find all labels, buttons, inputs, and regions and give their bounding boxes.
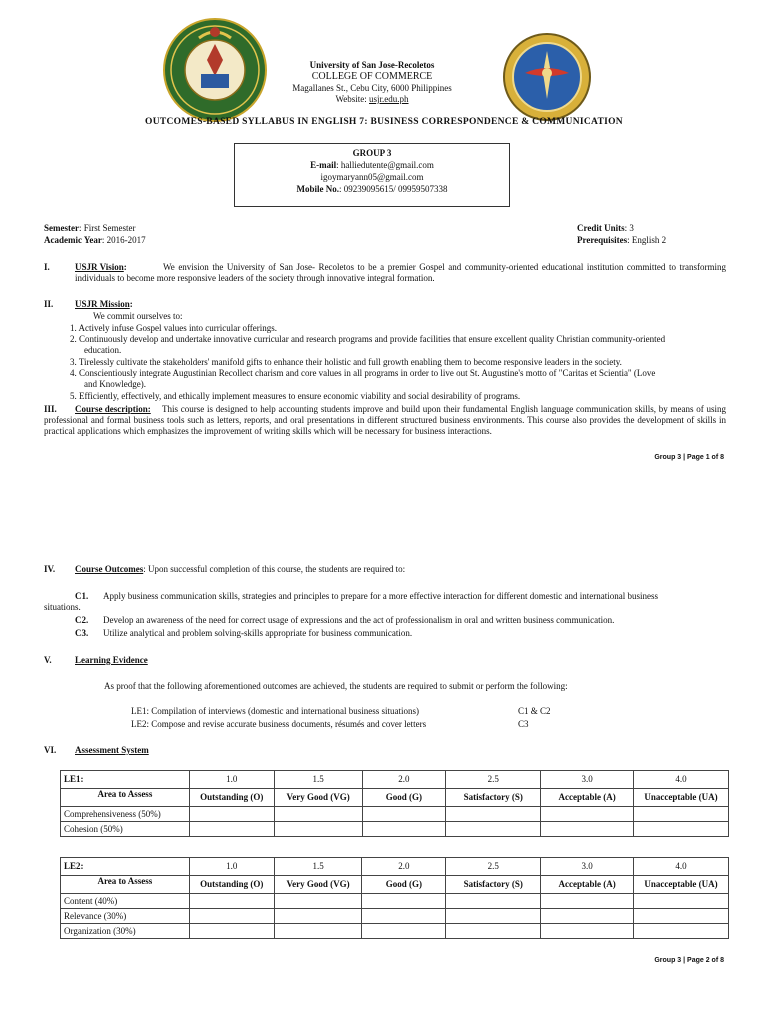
table-row <box>61 909 729 924</box>
mission-item-4: 4. Conscientiously integrate Augustinian Recollect charism and core values in all programs in order to live out St. Augustine's motto of "Caritas et Scientia" (Love <box>70 368 656 378</box>
credit-units-label: Credit Units <box>577 223 625 233</box>
area-cell: Comprehensiveness (50%) <box>61 807 190 822</box>
vision-text: We envision the University of San Jose- Recoletos to be a premier Gospel and community-oriented educational institution committed to transforming individuals to become more responsive leaders of the society through innovative integral formation. <box>75 262 726 283</box>
mission-item-3: 3. Tirelessly cultivate the stakeholders' manifold gifts to enhance their holistic and full growth enabling them to become responsive leaders in the society. <box>70 357 622 367</box>
grade-cell: 2.5 <box>446 771 541 789</box>
mission-heading: USJR Mission: <box>75 299 133 309</box>
table-row <box>61 822 729 837</box>
evidence-item-1-ref: C1 & C2 <box>518 706 551 716</box>
evidence-item-2-ref: C3 <box>518 719 529 729</box>
university-name: University of San Jose-Recoletos <box>309 60 435 70</box>
table-row <box>61 858 729 876</box>
outcome-c3-text: Utilize analytical and problem solving-skills appropriate for business communication. <box>103 628 413 638</box>
rating-header: Good (G) <box>362 876 446 894</box>
area-to-assess-header: Area to Assess <box>61 876 190 894</box>
mission-number: II. <box>44 299 54 309</box>
grade-cell: 4.0 <box>634 858 729 876</box>
evidence-item-1: LE1: Compilation of interviews (domestic and international business situations) <box>131 706 419 716</box>
outcomes-heading: Course Outcomes <box>75 564 144 574</box>
prerequisites-line <box>577 235 666 246</box>
area-cell: Organization (30%) <box>61 924 190 939</box>
grade-cell: 1.5 <box>274 771 362 789</box>
outcome-c1-code: C1. <box>75 591 89 601</box>
le2-label: LE2: <box>61 858 190 876</box>
credit-units-line <box>577 223 634 234</box>
assessment-number: VI. <box>44 745 57 755</box>
vision-heading: USJR Vision: <box>75 262 127 272</box>
syllabus-title: OUTCOMES-BASED SYLLABUS IN ENGLISH 7: BUSINESS CORRESPONDENCE & COMMUNICATION <box>145 117 623 127</box>
description-heading: Course description: <box>75 404 151 414</box>
table-row <box>61 771 729 789</box>
group-contact-box <box>234 143 510 207</box>
grade-cell: 1.0 <box>189 858 274 876</box>
rating-header: Outstanding (O) <box>189 876 274 894</box>
description-text: This course is designed to help accounting students improve and build upon their fundamental English language communication skills, by means of using professional and formal business tools such as letters, reports, and oral presentations in different structured business environments. This course also provides the development of skills in practical applications which emphasizes the improvement of writing skills which will be necessary for business interactions. <box>44 404 726 436</box>
mission-item-2: 2. Continuously develop and undertake innovative curricular and research programs and provide facilities that ensure excellent quality Christian community-oriented <box>70 334 666 344</box>
outcome-c1-cont: situations. <box>44 602 81 612</box>
grade-cell: 2.0 <box>362 858 446 876</box>
area-to-assess-header: Area to Assess <box>61 789 190 807</box>
page-footer-1: Group 3 | Page 1 of 8 <box>654 454 724 461</box>
evidence-item-2: LE2: Compose and revise accurate business documents, résumés and cover letters <box>131 719 427 729</box>
mission-intro: We commit ourselves to: <box>93 311 183 321</box>
mission-item-5: 5. Efficiently, effectively, and ethically implement measures to ensure economic viability and social desirability of programs. <box>70 391 521 401</box>
area-cell: Cohesion (50%) <box>61 822 190 837</box>
website-line <box>234 94 510 105</box>
vision-number: I. <box>44 262 50 272</box>
academic-year-line <box>44 235 146 246</box>
evidence-intro: As proof that the following aforementioned outcomes are achieved, the students are required to submit or perform the following: <box>104 681 568 691</box>
email-1: : halliedutente@gmail.com <box>336 160 434 170</box>
evidence-number: V. <box>44 655 52 665</box>
website-label: Website: <box>335 94 370 104</box>
le2-rubric-table <box>60 857 729 939</box>
outcomes-number: IV. <box>44 564 56 574</box>
rating-header: Very Good (VG) <box>274 876 362 894</box>
academic-year-label: Academic Year <box>44 235 102 245</box>
table-row <box>61 789 729 807</box>
outcome-c3-code: C3. <box>75 628 89 638</box>
college-name: COLLEGE OF COMMERCE <box>311 71 433 82</box>
area-cell: Content (40%) <box>61 894 190 909</box>
email-2: igoymaryann05@gmail.com <box>320 172 424 182</box>
description-number: III. <box>44 404 57 414</box>
mission-item-4-cont: and Knowledge). <box>84 379 146 389</box>
table-row <box>61 807 729 822</box>
prerequisites-value: : English 2 <box>627 235 667 245</box>
semester-value: : First Semester <box>78 223 136 233</box>
semester-label: Semester <box>44 223 79 233</box>
rating-header: Good (G) <box>362 789 446 807</box>
grade-cell: 2.0 <box>362 771 446 789</box>
mission-item-1: 1. Actively infuse Gospel values into curricular offerings. <box>70 323 278 333</box>
table-row <box>61 924 729 939</box>
grade-cell: 3.0 <box>541 858 634 876</box>
rating-header: Unacceptable (UA) <box>634 876 729 894</box>
address: Magallanes St., Cebu City, 6000 Philippines <box>292 83 452 93</box>
group-name: GROUP 3 <box>352 148 392 158</box>
grade-cell: 1.0 <box>189 771 274 789</box>
mobile-number: : 09239095615/ 09959507338 <box>338 184 448 194</box>
table-row <box>61 894 729 909</box>
rating-header: Satisfactory (S) <box>446 789 541 807</box>
college-of-commerce-seal-logo <box>503 33 591 121</box>
table-row <box>61 876 729 894</box>
rating-header: Unacceptable (UA) <box>634 789 729 807</box>
rating-header: Acceptable (A) <box>541 789 634 807</box>
evidence-heading: Learning Evidence <box>75 655 148 665</box>
grade-cell: 1.5 <box>274 858 362 876</box>
le1-rubric-table <box>60 770 729 837</box>
page-footer-2: Group 3 | Page 2 of 8 <box>654 957 724 964</box>
outcomes-intro: : Upon successful completion of this course, the students are required to: <box>143 564 406 574</box>
le1-label: LE1: <box>61 771 190 789</box>
credit-units-value: : 3 <box>624 223 634 233</box>
email-line <box>235 159 509 171</box>
outcome-c2-text: Develop an awareness of the need for correct usage of expressions and the act of professionalism in oral and written business communication. <box>103 615 615 625</box>
mobile-label: Mobile No. <box>296 184 339 194</box>
rating-header: Very Good (VG) <box>274 789 362 807</box>
mobile-line <box>235 183 509 195</box>
area-cell: Relevance (30%) <box>61 909 190 924</box>
grade-cell: 4.0 <box>634 771 729 789</box>
mission-item-2-cont: education. <box>84 345 122 355</box>
rating-header: Satisfactory (S) <box>446 876 541 894</box>
rating-header: Acceptable (A) <box>541 876 634 894</box>
outcome-c1-text: Apply business communication skills, strategies and principles to prepare for a more effective interaction for different domestic and international business <box>103 591 659 601</box>
assessment-heading: Assessment System <box>75 745 149 755</box>
outcome-c2-code: C2. <box>75 615 89 625</box>
email-label: E-mail <box>310 160 337 170</box>
website-link[interactable]: usjr.edu.ph <box>369 94 409 104</box>
outcomes-line <box>75 564 405 575</box>
academic-year-value: : 2016-2017 <box>101 235 146 245</box>
rating-header: Outstanding (O) <box>189 789 274 807</box>
grade-cell: 2.5 <box>446 858 541 876</box>
prerequisites-label: Prerequisites <box>577 235 628 245</box>
semester-line <box>44 223 135 234</box>
grade-cell: 3.0 <box>541 771 634 789</box>
